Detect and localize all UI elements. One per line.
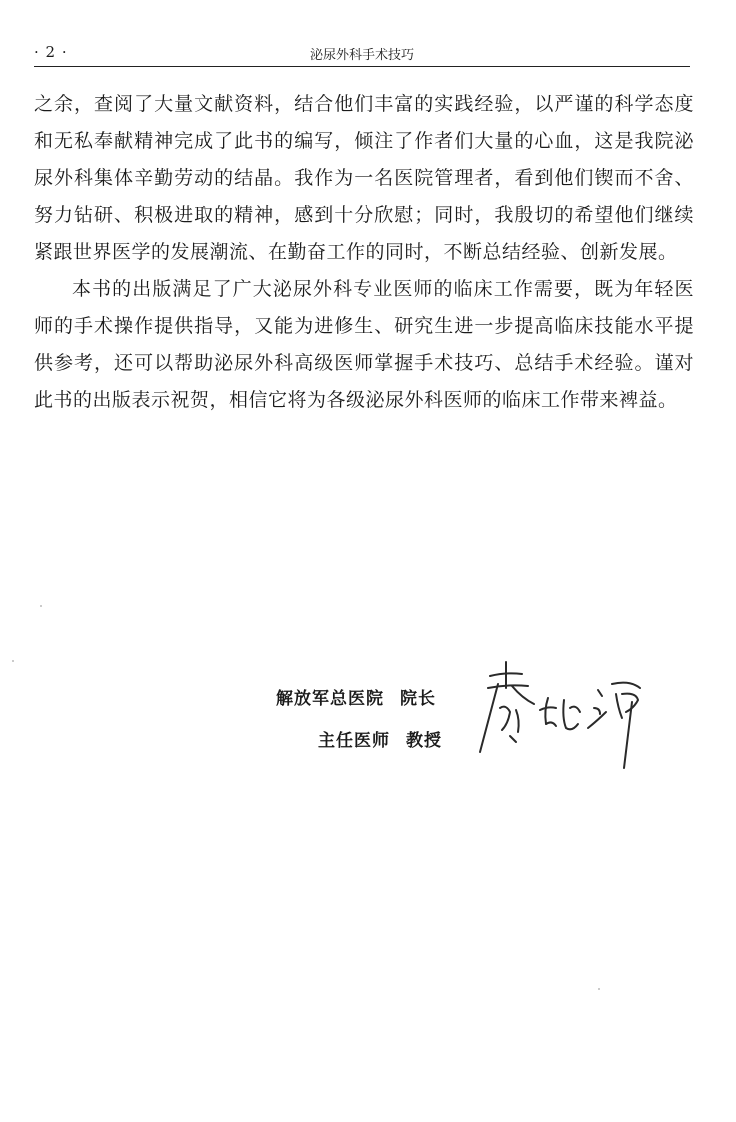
- professional-title: 主任医师: [318, 731, 390, 751]
- signature-line-title: [318, 726, 442, 751]
- page-number: · 2 ·: [34, 43, 68, 61]
- paper-speck: [12, 660, 14, 662]
- signature-block: [270, 676, 650, 786]
- position-title: 院长: [400, 689, 436, 709]
- paper-speck: [40, 605, 42, 607]
- institution-name: 解放军总医院: [276, 689, 384, 709]
- page-header: [34, 40, 690, 67]
- running-title: 泌尿外科手术技巧: [309, 48, 414, 63]
- handwritten-signature: [476, 654, 656, 774]
- body-text: [34, 86, 694, 419]
- paper-speck: [598, 988, 600, 990]
- signature-line-institution: [276, 684, 436, 709]
- paragraph-2: 本书的出版满足了广大泌尿外科专业医师的临床工作需要，既为年轻医师的手术操作提供指导，又能为进修生、研究生进一步提高临床技能水平提供参考，还可以帮助泌尿外科高级医师掌握手术技巧、总结手术经验。谨对此书的出版表示祝贺，相信它将为各级泌尿外科医师的临床工作带来裨益。: [34, 278, 694, 411]
- paragraph-1: 之余，查阅了大量文献资料，结合他们丰富的实践经验，以严谨的科学态度和无私奉献精神完成了此书的编写，倾注了作者们大量的心血，这是我院泌尿外科集体辛勤劳动的结晶。我作为一名医院管理者，看到他们锲而不舍、努力钻研、积极进取的精神，感到十分欣慰；同时，我殷切的希望他们继续紧跟世界医学的发展潮流、在勤奋工作的同时，不断总结经验、创新发展。: [34, 93, 694, 263]
- academic-rank: 教授: [406, 731, 442, 751]
